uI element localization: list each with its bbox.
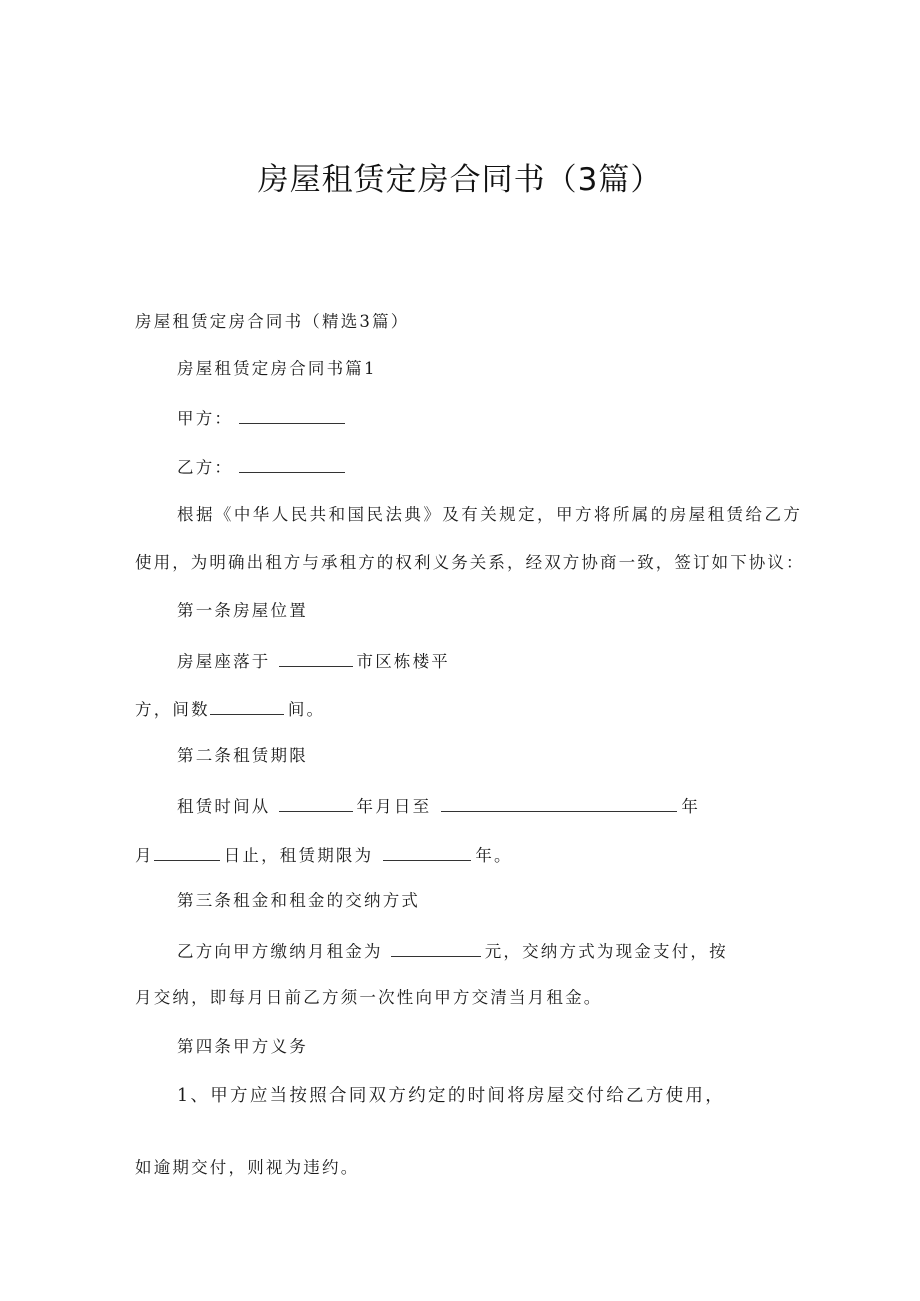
article2-text-f: 年。: [475, 846, 513, 865]
party-a-label: 甲方：: [177, 409, 234, 428]
section-heading: 房屋租赁定房合同书篇1: [177, 359, 377, 378]
article1-text-b: 市区栋楼平: [356, 652, 450, 671]
article2-text-c: 年: [681, 797, 701, 816]
article2-text-e: 日止，租赁期限为: [223, 846, 374, 865]
article2-text-d: 月: [135, 846, 154, 865]
room-count-blank: [210, 696, 284, 715]
lease-term-blank: [383, 842, 471, 861]
party-a-line: [177, 405, 349, 431]
party-b-line: [177, 454, 349, 480]
monthly-rent-blank: [391, 938, 481, 957]
party-b-blank: [239, 454, 345, 473]
article3-heading: 第三条租金和租金的交纳方式: [177, 891, 421, 910]
article2-line1: [177, 793, 700, 819]
end-date-blank: [441, 793, 677, 812]
article4-heading: 第四条甲方义务: [177, 1037, 308, 1056]
article1-text-d: 间。: [287, 700, 326, 719]
article4-item1-line2: 如逾期交付，则视为违约。: [135, 1158, 360, 1177]
article1-text-c: 方，间数: [135, 700, 210, 719]
intro-line-2: 使用，为明确出租方与承租方的权利义务关系，经双方协商一致，签订如下协议：: [135, 553, 805, 572]
article3-text-b: 元，交纳方式为现金支付，按: [484, 942, 728, 961]
article1-heading: 第一条房屋位置: [177, 601, 308, 620]
article2-heading: 第二条租赁期限: [177, 746, 308, 765]
party-b-label: 乙方：: [177, 458, 234, 477]
article1-line1: [177, 648, 450, 674]
article2-line2: [135, 842, 513, 868]
article4-item1-line1: 1、甲方应当按照合同双方约定的时间将房屋交付给乙方使用，: [177, 1086, 726, 1106]
article1-text-a: 房屋座落于: [177, 652, 271, 671]
intro-line-1: 根据《中华人民共和国民法典》及有关规定，甲方将所属的房屋租赁给乙方: [177, 505, 803, 524]
location-blank: [279, 648, 353, 667]
article2-text-b: 年月日至: [356, 797, 432, 816]
article3-line2: 月交纳，即每月日前乙方须一次性向甲方交清当月租金。: [135, 988, 603, 1007]
document-title: 房屋租赁定房合同书（3篇）: [257, 162, 663, 198]
party-a-blank: [239, 405, 345, 424]
article3-text-a: 乙方向甲方缴纳月租金为: [177, 942, 383, 961]
article2-text-a: 租赁时间从: [177, 797, 271, 816]
end-day-blank: [154, 842, 220, 861]
article1-line2: [135, 696, 325, 722]
start-date-blank: [279, 793, 353, 812]
document-subtitle: 房屋租赁定房合同书（精选3篇）: [135, 312, 410, 331]
article3-line1: [177, 938, 728, 964]
